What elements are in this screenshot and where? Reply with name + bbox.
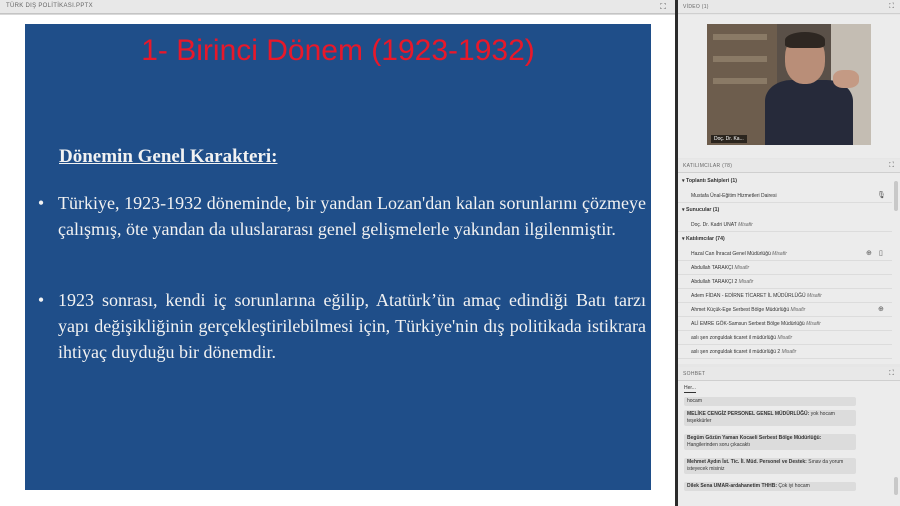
- attendee-row[interactable]: [678, 218, 892, 232]
- microphone-icon: 🎙: [877, 192, 886, 199]
- chat-pod-title: SOHBET: [683, 371, 706, 377]
- video-pod-menu-icon[interactable]: ⛶: [889, 3, 894, 10]
- chat-message-text: yok hocam teşekkürler: [687, 411, 835, 424]
- attendee-row[interactable]: [678, 303, 892, 317]
- attendee-name: Adem FİDAN - EDİRNE TİCARET İL MÜDÜRLÜĞÜ Misafir: [691, 293, 822, 299]
- slide-title: 1- Birinci Dönem (1923-1932): [141, 34, 535, 67]
- video-feed[interactable]: [707, 24, 871, 145]
- attendee-row[interactable]: [678, 247, 892, 261]
- attendee-row[interactable]: [678, 261, 892, 275]
- chat-message-text: Hangilerinden soru çıkacaktı: [687, 442, 751, 448]
- group-header-participants[interactable]: ▾ Katılımcılar (74): [682, 236, 725, 242]
- attendee-name: aslı şen zonguldak ticaret il müdürlüğü 2 Misafir: [691, 349, 797, 355]
- slide-viewport: [0, 15, 675, 506]
- chat-sender: Begüm Gözün Yaman Kocaeli Serbest Bölge Müdürlüğü:: [687, 435, 822, 441]
- phone-icon: ▯: [879, 250, 883, 257]
- chat-message-text: Sınav da yorum isteyecek misiniz: [687, 459, 844, 472]
- slide-bullet-text: Türkiye, 1923-1932 döneminde, bir yandan Lozan'dan kalan sorunlarını çözmeye çalışmış, öte yandan da uluslararası genel gelişmelerle yakından ilgilenmiştir.: [58, 193, 646, 239]
- chat-message-text: Çok iyi hocam: [778, 483, 810, 489]
- share-pod-title: TÜRK DIŞ POLİTİKASI.PPTX: [6, 3, 93, 9]
- slide-heading: Dönemin Genel Karakteri:: [59, 146, 278, 167]
- chat-pod: [678, 381, 900, 506]
- fullscreen-icon[interactable]: ⛶: [660, 2, 666, 11]
- attendee-name: Abdullah TARAKÇI 2 Misafir: [691, 279, 754, 285]
- chat-message-text: hocam: [687, 398, 703, 404]
- chat-sender: Dilek Sena UMAR-ardahanetim THHB:: [687, 483, 778, 489]
- chat-scrollbar[interactable]: [894, 477, 898, 495]
- chat-sender: MELİKE CENGİZ PERSONEL GENEL MÜDÜRLÜĞÜ:: [687, 411, 810, 417]
- group-header-presenters[interactable]: ▾ Sunucular (1): [682, 207, 720, 213]
- video-pod-title: VİDEO (1): [683, 4, 709, 10]
- attendees-pod-menu-icon[interactable]: ⛶: [889, 162, 894, 169]
- chat-message: [684, 458, 856, 474]
- attendee-name: ALİ EMRE GÖK-Samsun Serbest Bölge Müdürlüğü Misafir: [691, 321, 821, 327]
- attendee-name: Ahmet Küçük-Ege Serbest Bölge Müdürlüğü Misafir: [691, 307, 806, 313]
- chat-sender: Mehmet Aydın İst. Tic. İl. Müd. Personel ve Destek:: [687, 459, 807, 465]
- attendees-scrollbar[interactable]: [894, 181, 898, 211]
- attendee-name: Mustafa Ünal-Eğitim Hizmetleri Dairesi: [691, 193, 777, 199]
- bullet-icon: •: [37, 193, 45, 213]
- video-pod-header: [678, 0, 900, 14]
- chat-message: [684, 410, 856, 426]
- chat-message: [684, 397, 856, 406]
- chat-message: [684, 482, 856, 491]
- attendees-list: [678, 173, 900, 364]
- attendee-name: Abdullah TARAKÇI Misafir: [691, 265, 750, 271]
- attendee-row[interactable]: [678, 345, 892, 359]
- video-participant-label: Doç. Dr. Ka...: [711, 135, 747, 143]
- attendee-row[interactable]: [678, 331, 892, 345]
- group-header-hosts[interactable]: ▾ Toplantı Sahipleri (1): [682, 178, 737, 184]
- chat-pod-header: [678, 367, 900, 381]
- chat-pod-menu-icon[interactable]: ⛶: [889, 370, 894, 377]
- attendee-name: Hazal Can İhracat Genel Müdürlüğü Misafir: [691, 251, 787, 257]
- chat-message: [684, 434, 856, 450]
- attendee-row[interactable]: [678, 189, 892, 203]
- globe-icon: ⊕: [866, 250, 872, 257]
- bullet-icon: •: [37, 290, 45, 310]
- attendee-name: Doç. Dr. Kadri UNAT Misafir: [691, 222, 753, 228]
- attendee-name: aslı şen zonguldak ticaret il müdürlüğü Misafir: [691, 335, 793, 341]
- video-pod: [678, 15, 900, 158]
- slide-bullet-text: 1923 sonrası, kendi iç sorunlarına eğilip, Atatürk’ün amaç edindiği Batı tarzı yapı değişikliğinin gerçekleştirilebilmesi için, Türkiye'nin dış politikada istikrara ihtiyaç duyduğu bir dönemdir.: [58, 290, 646, 362]
- right-panel: [678, 0, 900, 506]
- attendees-pod-header: [678, 159, 900, 173]
- chat-tab-everyone[interactable]: Her...: [684, 385, 696, 391]
- share-pod-header: [0, 0, 675, 14]
- globe-icon: ⊕: [878, 306, 884, 313]
- attendee-row[interactable]: [678, 317, 892, 331]
- slide: [25, 24, 651, 490]
- attendee-row[interactable]: [678, 289, 892, 303]
- attendees-pod-title: KATILIMCILAR (78): [683, 163, 733, 169]
- attendee-row[interactable]: [678, 275, 892, 289]
